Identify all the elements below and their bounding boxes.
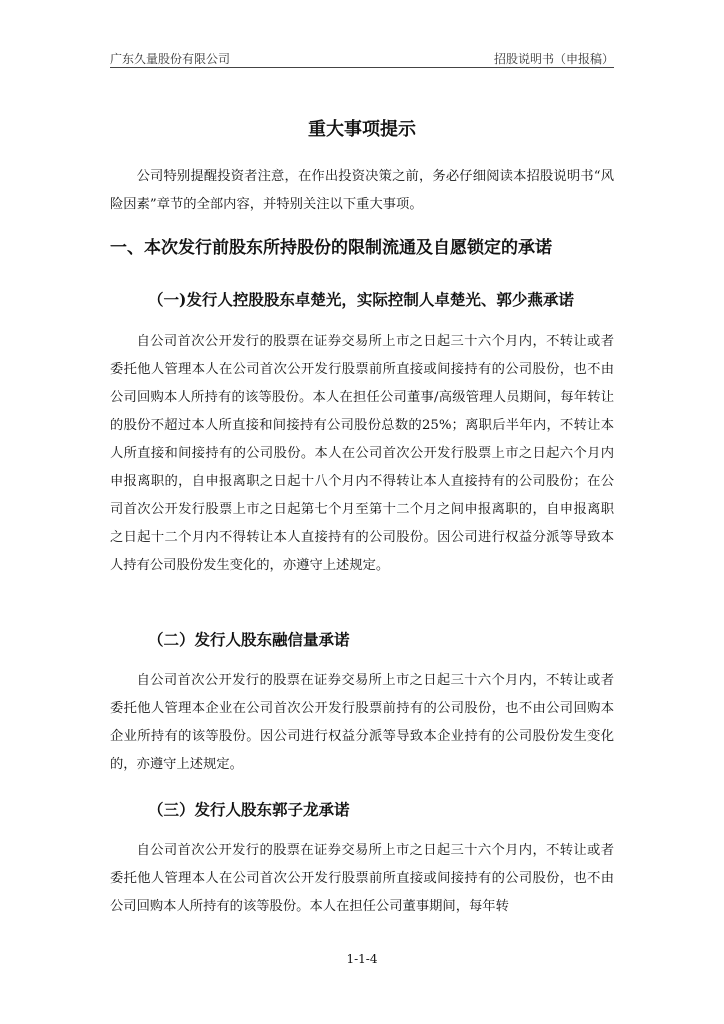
subsection-heading-1: （一)发行人控股股东卓楚光，实际控制人卓楚光、郭少燕承诺 [148, 290, 574, 309]
subsection-body-3: 自公司首次公开发行的股票在证券交易所上市之日起三十六个月内，不转让或者委托他人管理本人在公司首次公开发行股票前所直接或间接持有的公司股份，也不由公司回购本人所持有的该等股份。本人在担任公司董事期间，每年转 [110, 843, 614, 914]
page-number: 1-1-4 [346, 952, 378, 966]
subsection-heading-2: （二）发行人股东融信量承诺 [148, 630, 350, 649]
page-title: 重大事项提示 [308, 119, 416, 140]
subsection-body-1: 自公司首次公开发行的股票在证券交易所上市之日起三十六个月内，不转让或者委托他人管理本人在公司首次公开发行股票前所直接或间接持有的公司股份，也不由公司回购本人所持有的该等股份。本人在担任公司董事/高级管理人员期间，每年转让的股份不超过本人所直接和间接持有公司股份总数的25%；离职后半年内，不转让本人所直接和间接持有的公司股份。本人在公司首次公开发行股票上市之日起六个月内申报离职的，自申报离职之日起十八个月内不得转让本人直接持有的公司股份；在公司首次公开发行股票上市之日起第七个月至第十二个月之间申报离职的，自申报离职之日起十二个月内不得转让本人直接持有的公司股份。因公司进行权益分派等导致本人持有公司股份发生变化的，亦遵守上述规定。 [110, 334, 614, 573]
subsection-heading-3: （三）发行人股东郭子龙承诺 [148, 800, 350, 819]
header-divider [110, 67, 614, 68]
intro-paragraph: 公司特别提醒投资者注意，在作出投资决策之前，务必仔细阅读本招股说明书“风险因素”章节的全部内容，并特别关注以下重大事项。 [110, 169, 614, 212]
subsection-body-2: 自公司首次公开发行的股票在证券交易所上市之日起三十六个月内，不转让或者委托他人管理本企业在公司首次公开发行股票前持有的公司股份，也不由公司回购本企业所持有的该等股份。因公司进行权益分派等导致本企业持有的公司股份发生变化的，亦遵守上述规定。 [110, 673, 614, 772]
header-doc-type: 招股说明书（申报稿） [493, 52, 614, 66]
section-heading-1: 一、本次发行前股东所持股份的限制流通及自愿锁定的承诺 [110, 238, 552, 258]
header-company: 广东久量股份有限公司 [110, 52, 231, 66]
